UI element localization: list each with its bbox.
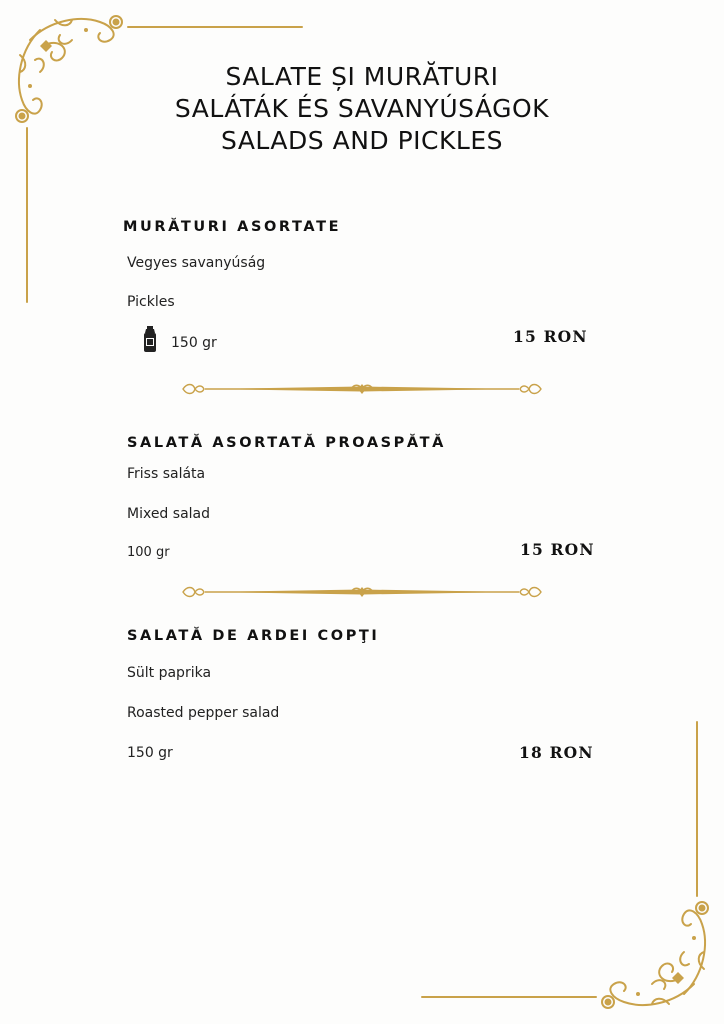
item-price: 15 RON: [520, 540, 595, 559]
item-name-english: Mixed salad: [127, 506, 211, 522]
item-name-hungarian: Friss saláta: [127, 466, 206, 482]
item-name-english: Roasted pepper salad: [127, 705, 280, 721]
ornamental-divider: [181, 584, 543, 600]
page-title-romanian: SALATE ȘI MURĂTURI: [225, 62, 499, 91]
section-title-roasted-pepper: SALATĂ DE ARDEI COPŢI: [127, 628, 380, 644]
item-name-hungarian: Vegyes savanyúság: [127, 255, 266, 271]
section-title-pickles: MURĂTURI ASORTATE: [123, 219, 342, 235]
item-weight: 100 gr: [127, 545, 170, 560]
item-price: 18 RON: [519, 743, 594, 762]
item-weight: 150 gr: [171, 335, 217, 351]
ornamental-divider: [181, 381, 543, 397]
page-title-english: SALADS AND PICKLES: [221, 126, 503, 155]
item-price: 15 RON: [513, 327, 588, 346]
page-title-hungarian: SALÁTÁK ÉS SAVANYÚSÁGOK: [174, 94, 550, 123]
item-name-hungarian: Sült paprika: [127, 665, 212, 681]
section-title-mixed-salad: SALATĂ ASORTATĂ PROASPĂTĂ: [127, 435, 446, 451]
item-name-english: Pickles: [127, 294, 175, 310]
item-weight: 150 gr: [127, 745, 173, 761]
jar-icon: [143, 326, 157, 352]
